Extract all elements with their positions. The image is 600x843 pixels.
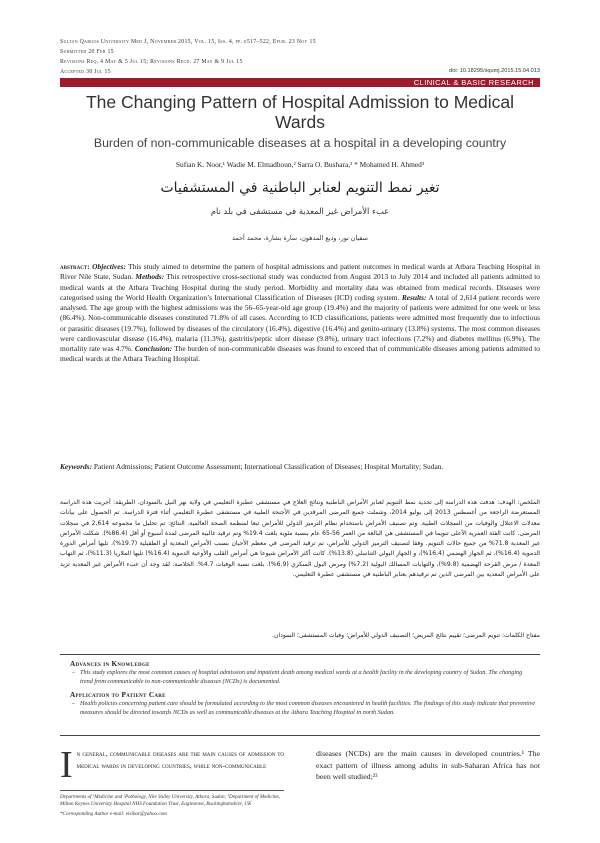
application-item: – Health policies concerning patient care should be formulated according to the most common diseases encountered in health facilities. The findings of this study indicate that preventive measures should be directed towards NCDs as well as communicable diseases at the Atbara Teaching Hospital in north Sudan.	[80, 700, 536, 717]
arabic-title: تغير نمط التنويم لعنابر الباطنية في المستشفيات	[160, 180, 440, 196]
revisions-dates: Revisions Req. 4 May & 5 Jul 15; Revisions Recd. 27 May & 9 Jul 15	[60, 59, 243, 65]
arabic-authors: سفيان نور، وديع المدهون، سارة بشارة، محمد أحمد	[232, 234, 368, 242]
body-column-left	[60, 744, 284, 786]
objectives-text: This study aimed to determine the pattern of hospital admissions and patient outcomes in medical wards at Atbara Teaching Hospital in River Nile State, Sudan.	[60, 262, 540, 282]
conclusion-label: Conclusion:	[134, 344, 173, 353]
conclusion-text: The burden of non-communicable diseases was found to exceed that of communicable diseases among patients admitted to medical wards at the Atbara Teaching Hospital.	[60, 344, 541, 364]
results-text: A total of 2,614 patient records were analysed. The age group with the highest admissions was the 56–65-year-old age group (19.4%) and the majority of patients were admitted for one week or less (86.4%). Non-communicable diseases constituted 71.8% of all cases. According to ICD classifications, patients were admitted most frequently due to infectious or parasitic diseases (19.7%), followed by diseases of the circulatory (16.4%), digestive (16.4%) and genito-urinary (13.8%) systems. The most common diseases were cardiovascular disease (16.4%), malaria (11.3%), gastritis/peptic ulcer disease (9.8%), urinary tract infections (7.2%) and diabetes mellitus (6.9%). The mortality rate was 4.7%.	[60, 292, 540, 353]
body-text-left: n general, communicable diseases are the main causes of admission to medical wards in developing countries, while non-communicable	[76, 749, 284, 770]
keywords-label: Keywords:	[60, 462, 93, 471]
keywords-text: Patient Admissions; Patient Outcome Assessment; International Classification of Diseases; Hospital Mortality; Sudan.	[93, 462, 444, 471]
section-badge: CLINICAL & BASIC RESEARCH	[413, 78, 534, 87]
submitted-date: Submitted 20 Feb 15	[60, 49, 114, 55]
body-column-right: diseases (NCDs) are the main causes in developed countries.¹ The exact pattern of illness among adults in sub-Saharan Africa has not been well studied;²³	[316, 749, 540, 782]
advances-section	[70, 660, 536, 686]
advances-heading: Advances in Knowledge	[70, 660, 150, 668]
objectives-label: Objectives:	[92, 262, 126, 271]
arabic-keywords: مفتاح الكلمات: تنويم المرضى؛ تقييم نتائج المريض؛ التصنيف الدولي للأمراض؛ وفيات المستشفى؛ السودان.	[272, 632, 540, 639]
methods-label: Methods:	[135, 272, 165, 282]
journal-citation: Sultan Qaboos University Med J, November 2015, Vol. 15, Iss. 4, pp. e517–522, Epub. 23 Nov 15	[60, 39, 316, 45]
article-title: The Changing Pattern of Hospital Admission to Medical Wards	[85, 92, 514, 132]
application-heading: Application to Patient Care	[70, 691, 166, 699]
author-list: Sufian K. Noor,¹ Wadie M. Elmadhoun,² Sarra O. Bushara,² * Mohamed H. Ahmed³	[175, 160, 425, 169]
footnote-divider	[60, 790, 284, 791]
section-bar	[60, 78, 540, 87]
application-section	[70, 691, 536, 717]
article-subtitle: Burden of non-communicable diseases at a hospital in a developing country	[93, 136, 507, 150]
affiliation-text: Departments of ¹Medicine and ²Pathology, Nile Valley University, Atbara, Sudan; ³Department of Medicine, Milton Keynes University Hospital NHS Foundation Trust, Eaglestone, Buckinghamshire, UK	[60, 794, 281, 808]
corresponding-author[interactable]: *Corresponding Author e-mail: elsibar@yahoo.com	[60, 811, 167, 818]
keywords	[60, 462, 540, 472]
accepted-date: Accepted 30 Jul 15	[60, 69, 111, 75]
arabic-subtitle: عبء الأمراض غير المعدية في مستشفى في بلد نام	[210, 206, 390, 216]
results-label: Results:	[401, 292, 427, 302]
advances-item: – This study explores the most common causes of hospital admission and inpatient death among medical wards at a health facility in the developing country of Sudan. The changing trend from communicable to non-communicable diseases (NCDs) is documented.	[80, 669, 536, 686]
drop-cap: I	[60, 744, 73, 786]
methods-text: This retrospective cross-sectional study was conducted from August 2013 to July 2014 and included all patients admitted to medical wards at the Atbara Teaching Hospital during the study period. Morbidity and mortality data was obtained from medical records. Diseases were categorised using the World Health Organization’s International Classification of Diseases (ICD) coding system.	[60, 272, 541, 302]
doi[interactable]: doi: 10.18295/squmj.2015.15.04.013	[449, 68, 540, 74]
arabic-abstract: الملخص: الهدف: هدفت هذه الدراسة إلى تحديد نمط التنويم لعنابر الأمراض الباطنية ونتائج العلاج في مستشفى عطبرة التعليمي في ولاية نهر النيل بالسودان. الطريقة: أجريت هذه الدراسة المستعرضة الراجعة من أغسطس 2013 إلى يوليو 2014، وشملت جميع المرضى المرقدين في الأجنحة الطبية في مستشفى عطبرة التعليمي أثناء فترة الدراسة. تم الحصول على بيانات معدلات الاعتلال والوفيات من السجلات الطبية. وتم تصنيف الأمراض باستخدام نظام الترميز الدولي للأمراض تبعا لمنظمة الصحة العالمية. النتائج: تم تحليل ما مجموعه 2,614 في سجلات المرضى. كانت الفئة العمرية الأعلى تنويما في المستشفى هي البالغة من العمر 56-65 عام بنسبة مئوية بلغت 19.4% وتم ترقيد غالبية المرضى لمدة أسبوع أو أقل (86.4%). شكلت الأمراض غير المعدية 71.8% من جميع حالات التنويم. وفقا لتصنيف الترميز الدولي للأمراض، تم ترقيد المرضى في معظم الأحيان بسبب الأمراض المعدية أو الطفيلية (19.7%)، تليها أمراض الدورة الدموية (16.4%)، ثم الجهاز الهضمي (16.4%)، و الجهاز البولي التناسلي (13.8%). كانت أكثر الأمراض شيوعا هي أمراض القلب والأوعية الدموية (16.4%) تليها الملاريا (11.3%)، ثم التهاب المعدة / مرض القرحة الهضمية (9.8%)، والتهابات المسالك البولية (7.2%) ومرض البول السكري (6.9%). بلغت نسبة الوفيات 4.7%. الخلاصة: لقد وجد أن عبء الأمراض غير المعدية تزيد على الأمراض المعدية بين المرضى الذين تم ترقيدهم بعنابر الباطنية في مستشفى عطبرة التعليمي.	[60, 499, 541, 579]
abstract	[60, 262, 540, 365]
affiliations	[60, 794, 284, 819]
knowledge-box	[60, 654, 540, 736]
abstract-label: abstract:	[60, 262, 90, 271]
